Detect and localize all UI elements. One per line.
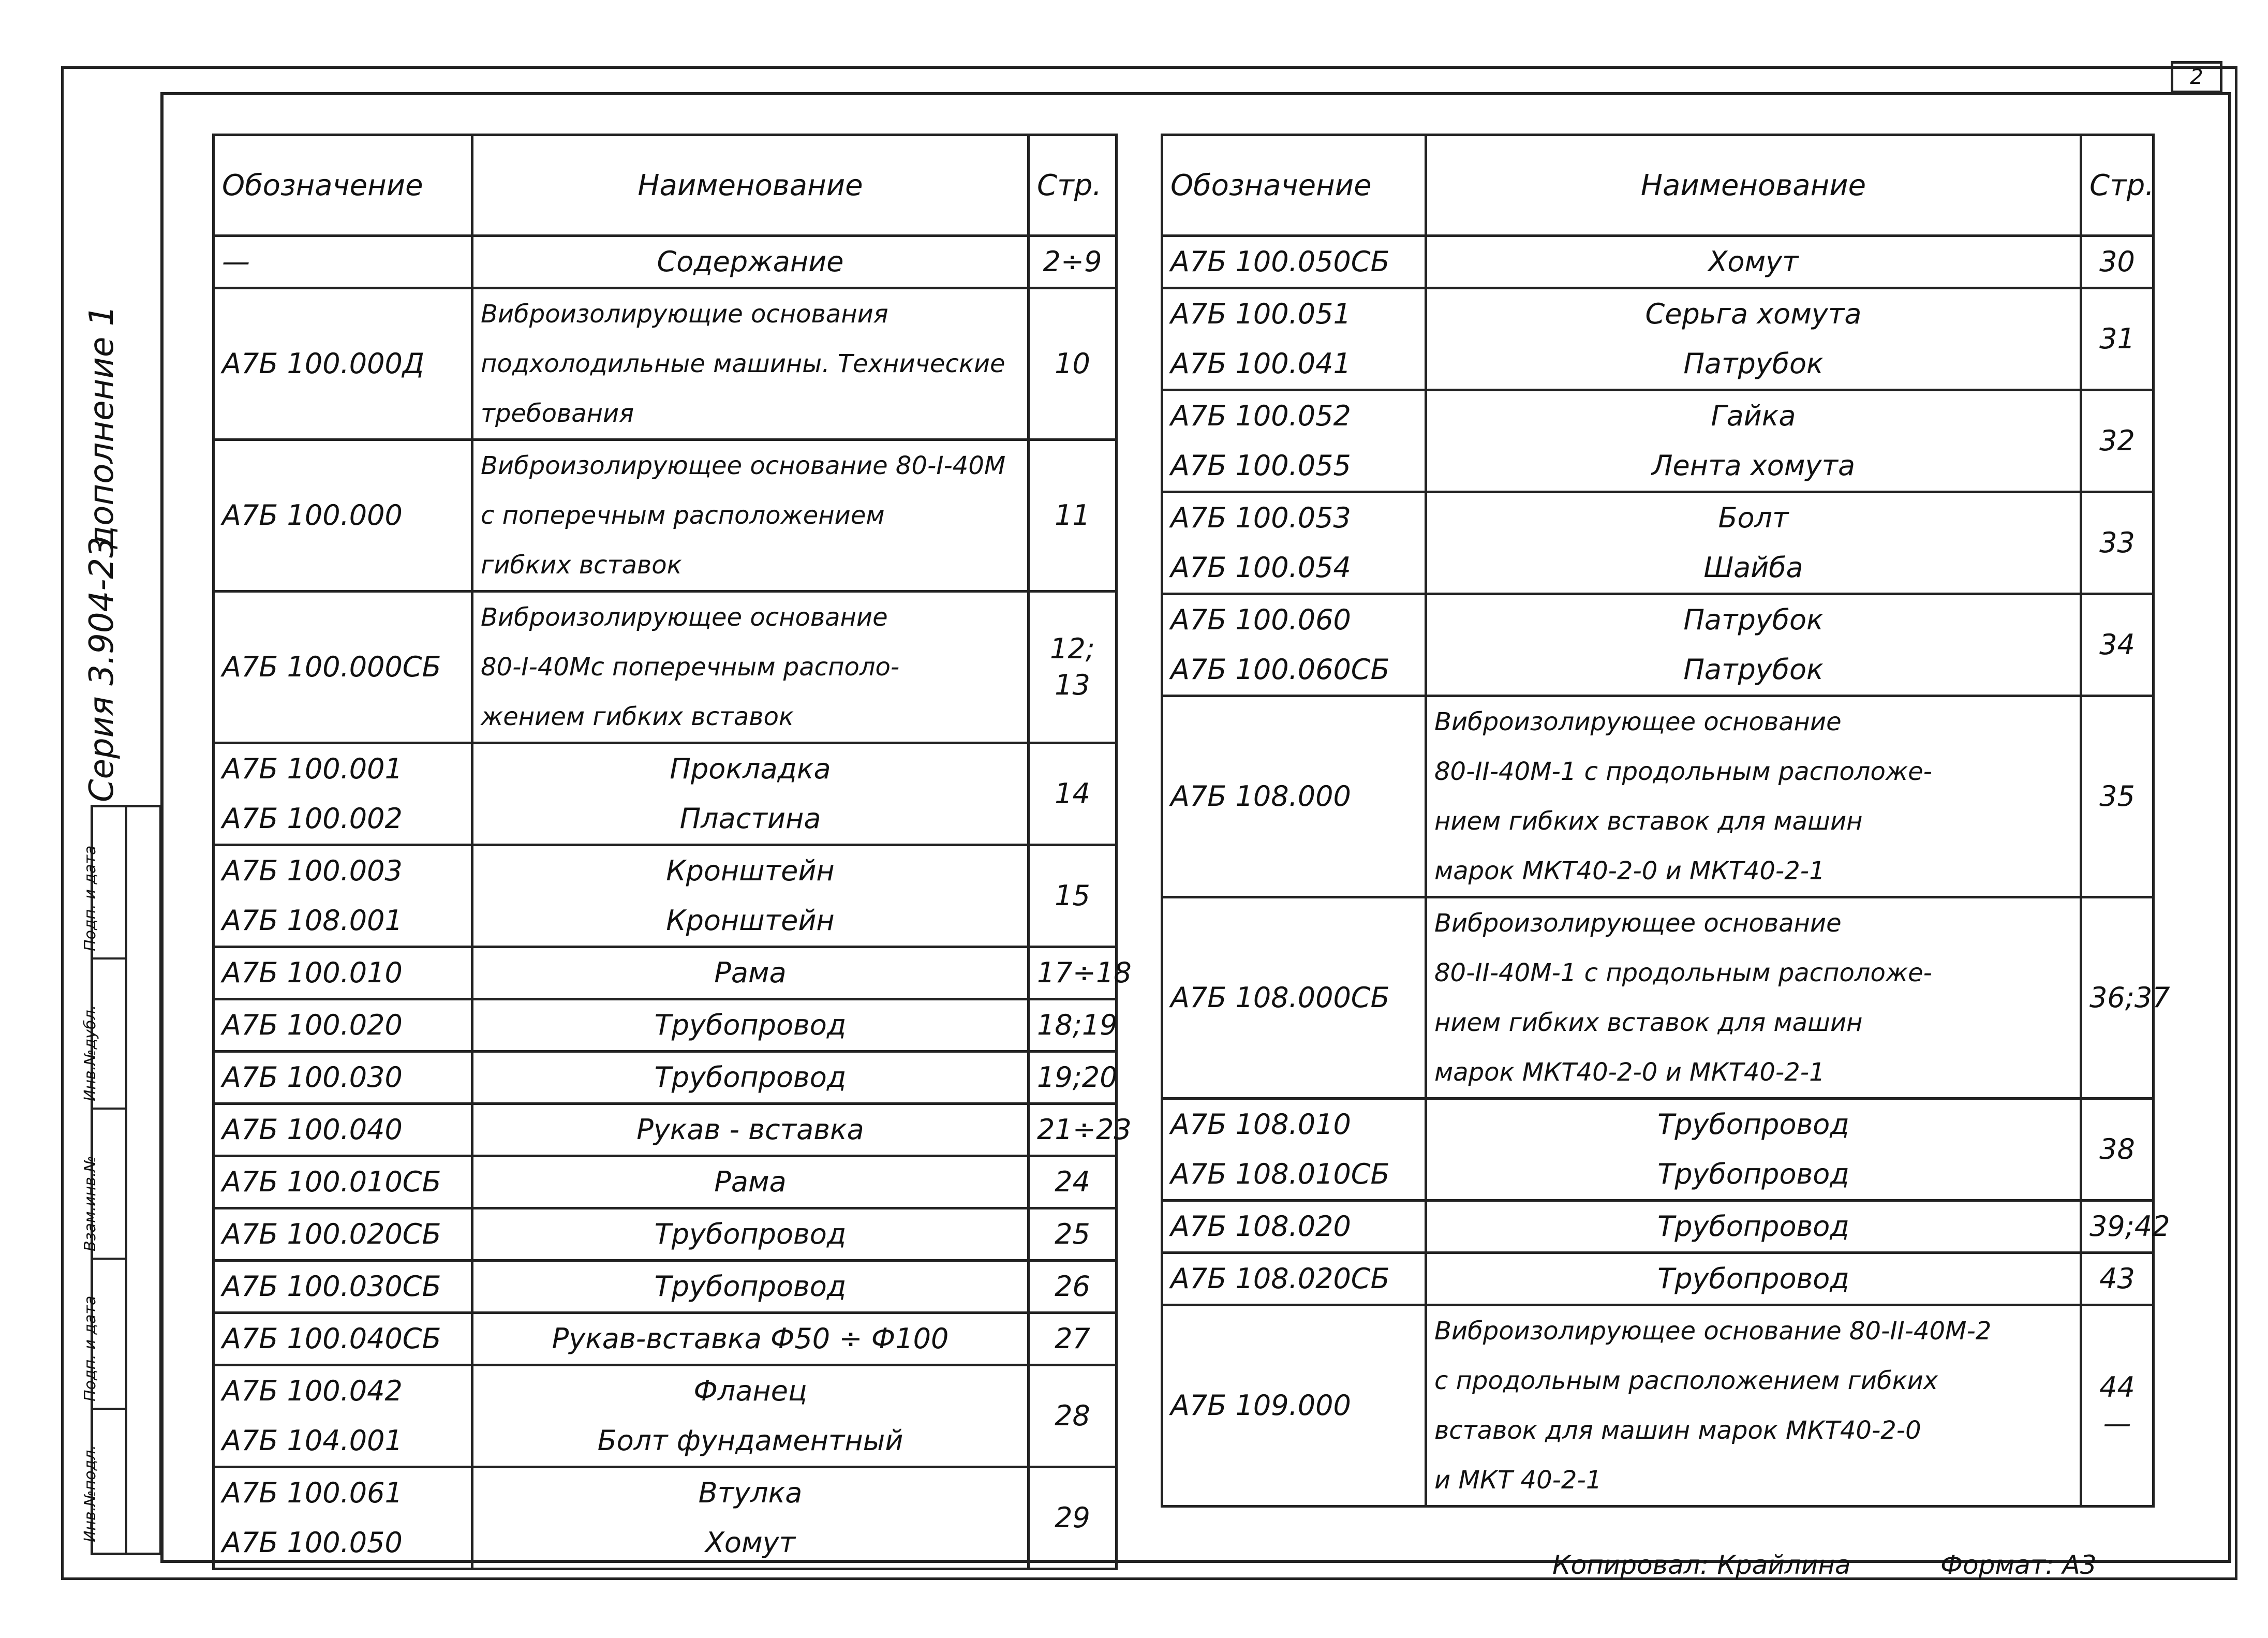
table-row	[214, 440, 1117, 592]
table-row	[214, 1365, 1117, 1467]
row-designation: А7Б 100.030	[214, 1052, 472, 1104]
row-name: Серьга хомута Патрубок	[1426, 288, 2081, 390]
row-designation: А7Б 100.003 А7Б 108.001	[214, 845, 472, 947]
row-designation: А7Б 100.030СБ	[214, 1261, 472, 1313]
row-page: 15	[1029, 845, 1117, 947]
table-row	[1162, 1305, 2154, 1507]
row-name: Рама	[472, 947, 1029, 999]
row-name: Прокладка Пластина	[472, 743, 1029, 845]
row-designation: А7Б 108.020	[1162, 1201, 1426, 1253]
row-name: Фланец Болт фундаментный	[472, 1365, 1029, 1467]
stamp-cell-label: Инв.№дубл.	[81, 1005, 99, 1101]
row-page: 29	[1029, 1467, 1117, 1569]
row-name: Гайка Лента хомута	[1426, 390, 2081, 492]
row-name: Хомут	[1426, 236, 2081, 288]
row-designation: А7Б 100.040	[214, 1104, 472, 1156]
row-page: 18;19	[1029, 999, 1117, 1052]
row-page: 31	[2081, 288, 2154, 390]
row-designation: А7Б 100.000	[214, 440, 472, 592]
row-page: 2÷9	[1029, 236, 1117, 288]
row-name: Трубопровод	[472, 1261, 1029, 1313]
stamp-divider	[125, 807, 127, 1553]
row-page: 26	[1029, 1261, 1117, 1313]
row-page: 17÷18	[1029, 947, 1117, 999]
row-designation: А7Б 100.042 А7Б 104.001	[214, 1365, 472, 1467]
table-row	[214, 236, 1117, 288]
table-row	[1162, 492, 2154, 594]
row-designation: А7Б 100.051 А7Б 100.041	[1162, 288, 1426, 390]
format-label: Формат: А3	[1940, 1550, 2097, 1580]
row-designation: А7Б 108.020СБ	[1162, 1253, 1426, 1305]
row-name: Виброизолирующее основание 80-II-40М-2 с продольным расположением гибких вставок для машин марок МКТ40-2-0 и МКТ 40-2-1	[1426, 1305, 2081, 1507]
table-row	[214, 999, 1117, 1052]
row-designation: А7Б 108.000СБ	[1162, 897, 1426, 1099]
row-page: 38	[2081, 1099, 2154, 1201]
series-label: Серия 3.904-23	[83, 537, 121, 802]
row-designation: А7Б 109.000	[1162, 1305, 1426, 1507]
table-row	[1162, 594, 2154, 696]
row-page: 33	[2081, 492, 2154, 594]
table-row	[214, 1261, 1117, 1313]
row-page: 34	[2081, 594, 2154, 696]
table-header-row	[1162, 135, 2154, 236]
row-designation: А7Б 100.001 А7Б 100.002	[214, 743, 472, 845]
table-row	[1162, 390, 2154, 492]
copied-by-label: Копировал: Крайлина	[1552, 1550, 1851, 1580]
table-row	[1162, 897, 2154, 1099]
row-page: 39;42	[2081, 1201, 2154, 1253]
row-page: 44 —	[2081, 1305, 2154, 1507]
row-name: Втулка Хомут	[472, 1467, 1029, 1569]
row-page: 24	[1029, 1156, 1117, 1208]
row-name: Патрубок Патрубок	[1426, 594, 2081, 696]
contents-table-right	[1161, 134, 2170, 1508]
row-page: 27	[1029, 1313, 1117, 1365]
table-row	[214, 1052, 1117, 1104]
table-row	[1162, 1253, 2154, 1305]
table-row	[214, 845, 1117, 947]
header-designation: Обозначение	[214, 135, 472, 236]
row-page: 14	[1029, 743, 1117, 845]
row-name: Трубопровод Трубопровод	[1426, 1099, 2081, 1201]
header-page: Стр.	[2081, 135, 2154, 236]
table-row	[1162, 1099, 2154, 1201]
row-designation: А7Б 100.000Д	[214, 288, 472, 440]
header-name: Наименование	[1426, 135, 2081, 236]
table-row	[214, 1208, 1117, 1261]
row-page: 10	[1029, 288, 1117, 440]
row-name: Рукав - вставка	[472, 1104, 1029, 1156]
row-designation: А7Б 100.010	[214, 947, 472, 999]
row-name: Болт Шайба	[1426, 492, 2081, 594]
row-designation: А7Б 100.060 А7Б 100.060СБ	[1162, 594, 1426, 696]
row-designation: А7Б 100.000СБ	[214, 592, 472, 743]
row-name: Содержание	[472, 236, 1029, 288]
row-page: 32	[2081, 390, 2154, 492]
sheet-number: 2	[2171, 61, 2222, 93]
row-name: Трубопровод	[1426, 1253, 2081, 1305]
row-name: Виброизолирующее основание 80-II-40М-1 с продольным расположе- нием гибких вставок для машин марок МКТ40-2-0 и МКТ40-2-1	[1426, 696, 2081, 897]
row-designation: А7Б 100.061 А7Б 100.050	[214, 1467, 472, 1569]
row-page: 43	[2081, 1253, 2154, 1305]
stamp-cell	[81, 807, 125, 960]
row-name: Виброизолирующее основание 80-I-40М с поперечным расположением гибких вставок	[472, 440, 1029, 592]
stamp-cell	[81, 1258, 125, 1410]
row-name: Трубопровод	[472, 1208, 1029, 1261]
row-name: Кронштейн Кронштейн	[472, 845, 1029, 947]
row-name: Виброизолирующие основания подхолодильные машины. Технические требования	[472, 288, 1029, 440]
table-row	[214, 288, 1117, 440]
row-designation: А7Б 100.020СБ	[214, 1208, 472, 1261]
table-row	[214, 1467, 1117, 1569]
row-name: Трубопровод	[472, 999, 1029, 1052]
table-row	[1162, 288, 2154, 390]
row-name: Виброизолирующее основание 80-II-40М-1 с продольным расположе- нием гибких вставок для машин марок МКТ40-2-0 и МКТ40-2-1	[1426, 897, 2081, 1099]
table-row	[1162, 1201, 2154, 1253]
row-designation: А7Б 108.000	[1162, 696, 1426, 897]
contents-table-left	[212, 134, 1132, 1570]
stamp-cell-label: Подп. и дата	[81, 845, 99, 951]
row-page: 21÷23	[1029, 1104, 1117, 1156]
stamp-cell-label: Инв.№подл.	[81, 1445, 99, 1542]
table-row	[214, 743, 1117, 845]
table-header-row	[214, 135, 1117, 236]
row-page: 35	[2081, 696, 2154, 897]
stamp-cell-label: Подп. и дата	[81, 1295, 99, 1401]
header-name: Наименование	[472, 135, 1029, 236]
row-name: Виброизолирующее основание 80-I-40Мс поперечным располо- жением гибких вставок	[472, 592, 1029, 743]
row-page: 28	[1029, 1365, 1117, 1467]
row-name: Трубопровод	[1426, 1201, 2081, 1253]
row-designation: А7Б 100.050СБ	[1162, 236, 1426, 288]
addition-label: дополнение 1	[83, 305, 121, 549]
row-page: 19;20	[1029, 1052, 1117, 1104]
table-row	[214, 947, 1117, 999]
row-designation: А7Б 100.010СБ	[214, 1156, 472, 1208]
table-row	[214, 1313, 1117, 1365]
row-page: 36;37	[2081, 897, 2154, 1099]
row-page: 30	[2081, 236, 2154, 288]
row-designation: А7Б 100.040СБ	[214, 1313, 472, 1365]
row-name: Трубопровод	[472, 1052, 1029, 1104]
approval-stamp	[81, 805, 162, 1555]
table-row	[1162, 236, 2154, 288]
table-row	[1162, 696, 2154, 897]
row-designation: А7Б 100.020	[214, 999, 472, 1052]
table-row	[214, 1104, 1117, 1156]
row-page: 11	[1029, 440, 1117, 592]
stamp-cell	[81, 957, 125, 1110]
row-page: 12; 13	[1029, 592, 1117, 743]
row-name: Рама	[472, 1156, 1029, 1208]
stamp-cell-label: Взам.инв.№	[81, 1156, 99, 1251]
row-name: Рукав-вставка Ф50 ÷ Ф100	[472, 1313, 1029, 1365]
header-designation: Обозначение	[1162, 135, 1426, 236]
row-page: 25	[1029, 1208, 1117, 1261]
table-row	[214, 1156, 1117, 1208]
row-designation: А7Б 100.053 А7Б 100.054	[1162, 492, 1426, 594]
row-designation: —	[214, 236, 472, 288]
row-designation: А7Б 100.052 А7Б 100.055	[1162, 390, 1426, 492]
stamp-cell	[81, 1408, 125, 1548]
stamp-cell	[81, 1108, 125, 1260]
row-designation: А7Б 108.010 А7Б 108.010СБ	[1162, 1099, 1426, 1201]
table-row	[214, 592, 1117, 743]
header-page: Стр.	[1029, 135, 1117, 236]
